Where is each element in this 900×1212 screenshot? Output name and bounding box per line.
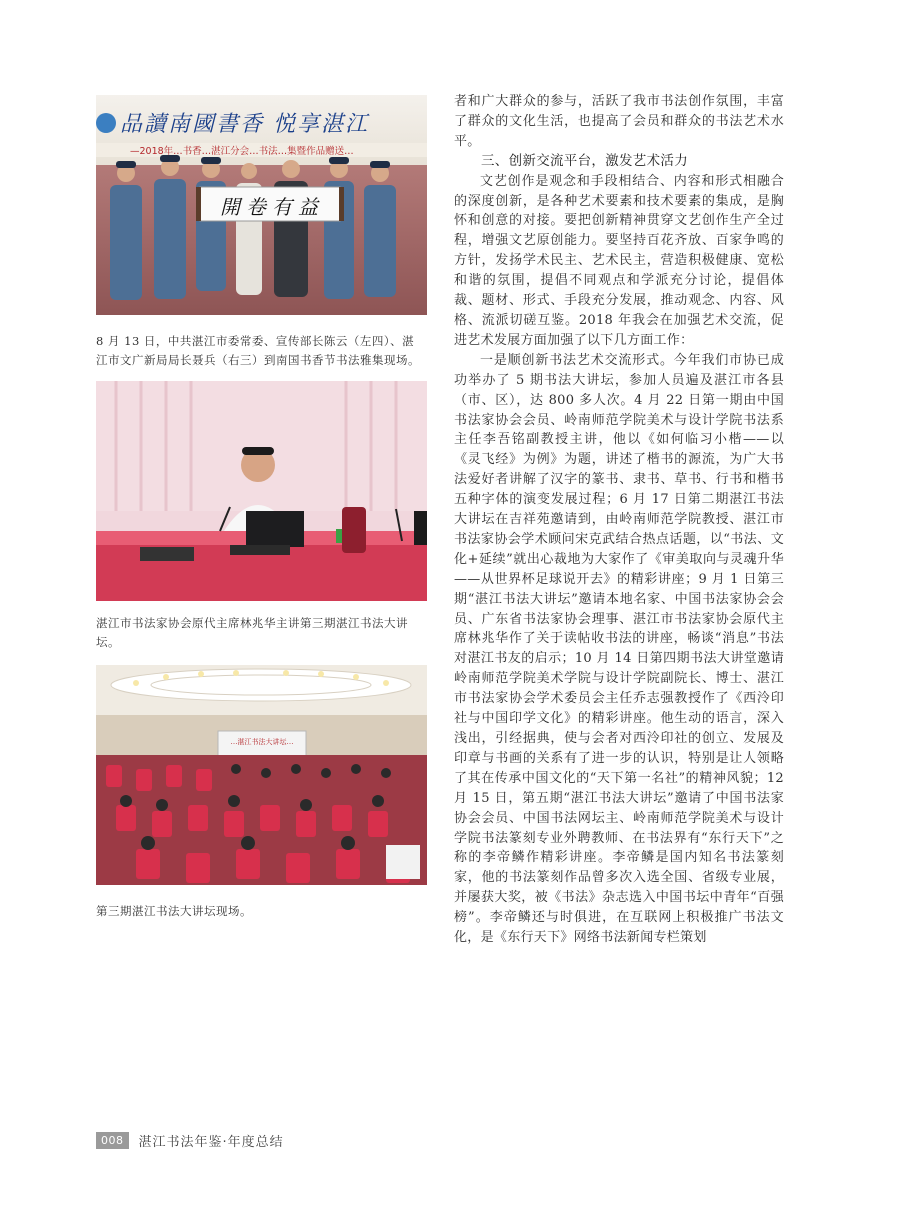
banner-subtitle: —2018年…书香…湛江分会…书法…集暨作品赠送…	[130, 146, 354, 157]
photo3-caption: 第三期湛江书法大讲坛现场。	[96, 904, 252, 918]
page-footer	[96, 1129, 284, 1151]
page-number: 008	[96, 1132, 129, 1149]
photo1-caption: 8 月 13 日，中共湛江市委常委、宣传部长陈云（左四）、湛江市文广新局局长聂兵（右三）到南国书香节书法雅集现场。	[96, 334, 420, 367]
photo-lecture-audience	[96, 665, 427, 885]
article-body	[454, 92, 784, 948]
section-heading: 三、创新交流平台，激发艺术活力	[481, 152, 688, 169]
photo2-caption: 湛江市书法家协会原代主席林兆华主讲第三期湛江书法大讲坛。	[96, 616, 408, 649]
paragraph-1: 文艺创作是观念和手段相结合、内容和形式相融合的深度创新，是各种艺术要素和技术要素的集成，是胸怀和创意的对接。要把创新精神贯穿文艺创作生产全过程，增强文艺原创能力。要坚持百花齐放、百家争鸣的方针，发扬学术民主、艺术民主，营造积极健康、宽松和谐的氛围，提倡不同观点和学派充分讨论，提倡体裁、题材、形式、手段充分发展，推动观念、内容、风格、流派切磋互鉴。2018 年我会在加强艺术交流，促进艺术发展方面加强了以下几方面工作：	[454, 173, 784, 348]
photo-lecture-speaker	[96, 381, 427, 601]
intro-paragraph: 者和广大群众的参与，活跃了我市书法创作氛围，丰富了群众的文化生活，也提高了会员和群众的书法艺术水平。	[454, 94, 784, 149]
banner-title: 品讀南國書香 悦享湛江	[120, 112, 369, 137]
speaker-photo-image	[96, 381, 427, 601]
publication-title: 湛江书法年鉴·年度总结	[138, 1134, 284, 1150]
hall-screen-text: …湛江书法大讲坛…	[230, 738, 294, 746]
scroll-calligraphy: 開卷有益	[220, 195, 324, 219]
photo-group-exhibition	[96, 95, 427, 315]
paragraph-2: 一是顺创新书法艺术交流形式。今年我们市协已成功举办了 5 期书法大讲坛，参加人员遍及湛江市各县（市、区），达 800 多人次。4 月 22 日第一期由中国书法家协会会员、岭南师范学院美术与设计学院书法系主任李吾铭副教授主讲，他以《如何临习小楷——以《灵飞经》为例》为题，讲述了楷书的源流，为广大书法爱好者讲解了汉字的篆书、隶书、草书、行书和楷书五种字体的演变发展过程；6 月 17 日第二期湛江书法大讲坛在吉祥苑邀请到，由岭南师范学院教授、湛江市书法家协会学术顾问宋克武结合热点话题，以“书法、文化+延续”就出心裁地为大家作了《审美取向与灵魂升华——从世界杯足球说开去》的精彩讲座；9 月 1 日第三期“湛江书法大讲坛”邀请本地名家、中国书法家协会会员、广东省书法家协会理事、湛江市书法家协会原代主席林兆华作了关于读帖收书法的讲座，畅谈“消息”书法对湛江书友的启示；10 月 14 日第四期书法大讲堂邀请岭南师范学院美术学院与设计学院副院长、博士、湛江市书法家协会学术委员会主任乔志强教授作了《西泠印社与中国印学文化》的精彩讲座。他生动的语言，深入浅出，引经据典，使与会者对西泠印社的创立、发展及印章与书画的关系有了进一步的认识，特别是让人领略了其在传承中国文化的“天下第一名社”的精神风貌；12 月 15 日，第五期“湛江书法大讲坛”邀请了中国书法家协会会员、中国书法网坛主、岭南师范学院美术与设计学院书法篆刻专业外聘教师、在书法界有“东行天下”之称的李帝鳞作精彩讲座。李帝鳞是国内知名书法篆刻家，他的书法篆刻作品曾多次入选全国、省级专业展，并屡获大奖，被《书法》杂志选入中国书坛中青年“百强榜”。李帝鳞还与时俱进，在互联网上积极推广书法文化，是《东行天下》网络书法新闻专栏策划	[454, 352, 784, 946]
audience-photo-image	[96, 665, 427, 885]
